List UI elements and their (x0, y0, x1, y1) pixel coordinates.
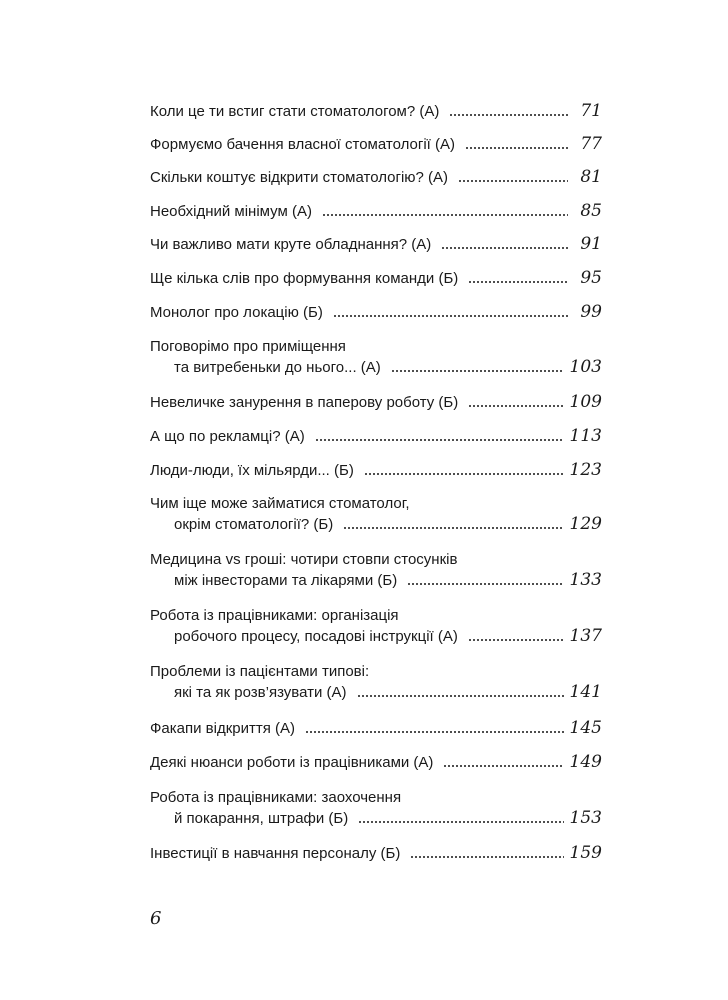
toc-entry (150, 752, 602, 773)
dot-leader (358, 820, 563, 824)
toc-entry-title: Робота із працівниками: організація (150, 607, 399, 624)
toc-entry-title: Формуємо бачення власної стоматології (А) (150, 136, 455, 153)
toc-entry-title: Інвестиції в навчання персоналу (Б) (150, 845, 401, 862)
dot-leader (333, 314, 568, 318)
toc-entry (150, 843, 602, 864)
toc-entry (150, 302, 602, 323)
page-number: 6 (150, 908, 162, 929)
toc-entry-page: 137 (569, 626, 602, 646)
dot-leader (443, 764, 563, 768)
toc-entry-page: 123 (569, 460, 602, 480)
dot-leader (322, 213, 568, 217)
toc-entry-page: 109 (569, 392, 602, 412)
dot-leader (465, 146, 568, 150)
toc-entry (150, 426, 602, 447)
toc-entry-page: 95 (580, 268, 602, 288)
toc-entry (150, 167, 602, 188)
toc-entry (150, 788, 602, 829)
toc-entry-page: 85 (580, 201, 602, 221)
toc-entry (150, 662, 602, 703)
dot-leader (468, 638, 564, 642)
dot-leader (305, 730, 564, 734)
toc-entry (150, 337, 602, 378)
toc-entry-page: 141 (569, 682, 602, 702)
dot-leader (315, 438, 564, 442)
toc-entry-title: Монолог про локацію (Б) (150, 304, 323, 321)
toc-entry-page: 91 (580, 234, 602, 254)
toc-entry-page: 159 (569, 843, 602, 863)
toc-entry-page: 153 (569, 808, 602, 828)
toc-entry-title: між інвесторами та лікарями (Б) (174, 572, 398, 589)
dot-leader (364, 472, 564, 476)
toc-entry-page: 129 (569, 514, 602, 534)
toc-entry-page: 99 (580, 302, 602, 322)
toc-entry-title: Невеличке занурення в паперову роботу (Б) (150, 394, 459, 411)
toc-entry-page: 77 (580, 134, 602, 154)
dot-leader (343, 526, 563, 530)
toc-entry-title: робочого процесу, посадові інструкції (А) (174, 628, 458, 645)
toc-entry-title: Коли це ти встиг стати стоматологом? (А) (150, 103, 440, 120)
toc-entry (150, 494, 602, 535)
toc-entry-page: 149 (569, 752, 602, 772)
dot-leader (449, 113, 568, 117)
toc-entry-title: Скільки коштує відкрити стоматологію? (А) (150, 169, 449, 186)
dot-leader (468, 404, 563, 408)
toc-entry-title: Медицина vs гроші: чотири стовпи стосунків (150, 551, 458, 568)
dot-leader (357, 694, 564, 698)
toc-entry (150, 718, 602, 739)
dot-leader (391, 369, 564, 373)
toc-entry (150, 201, 602, 222)
toc-entry-title: Деякі нюанси роботи із працівниками (А) (150, 754, 434, 771)
toc-entry-title: Люди-люди, їх мільярди... (Б) (150, 462, 354, 479)
toc-entry-page: 103 (569, 357, 602, 377)
toc-entry (150, 134, 602, 155)
toc-entry-title: Необхідний мінімум (А) (150, 203, 312, 220)
toc-entry-title: Робота із працівниками: заохочення (150, 789, 402, 806)
dot-leader (410, 855, 563, 859)
toc-entry (150, 550, 602, 591)
toc-entry (150, 392, 602, 413)
dot-leader (458, 179, 568, 183)
toc-entry-title: Чим іще може займатися стоматолог, (150, 495, 410, 512)
dot-leader (468, 280, 568, 284)
toc-entry (150, 606, 602, 647)
dot-leader (407, 582, 563, 586)
toc-entry-page: 71 (580, 101, 602, 121)
toc-entry-title: які та як розв’язувати (А) (174, 684, 347, 701)
toc-entry-title: й покарання, штрафи (Б) (174, 810, 349, 827)
toc-entry-page: 113 (569, 426, 602, 446)
toc-entry-title: Факапи відкриття (А) (150, 720, 296, 737)
dot-leader (441, 246, 568, 250)
toc-entry-title: Проблеми із пацієнтами типові: (150, 663, 370, 680)
toc-entry (150, 234, 602, 255)
toc-entry (150, 460, 602, 481)
toc-entry-page: 133 (569, 570, 602, 590)
toc-entry-title: Поговорімо про приміщення (150, 338, 346, 355)
toc-entry (150, 101, 602, 122)
toc-entry-page: 145 (569, 718, 602, 738)
toc-entry-title: Чи важливо мати круте обладнання? (А) (150, 236, 432, 253)
toc-entry-title: А що по рекламці? (А) (150, 428, 305, 445)
toc-entry-page: 81 (580, 167, 602, 187)
toc-entry-title: окрім стоматології? (Б) (174, 516, 334, 533)
toc-entry-title: та витребеньки до нього... (А) (174, 359, 381, 376)
toc-entry (150, 268, 602, 289)
toc-entry-title: Ще кілька слів про формування команди (Б) (150, 270, 459, 287)
